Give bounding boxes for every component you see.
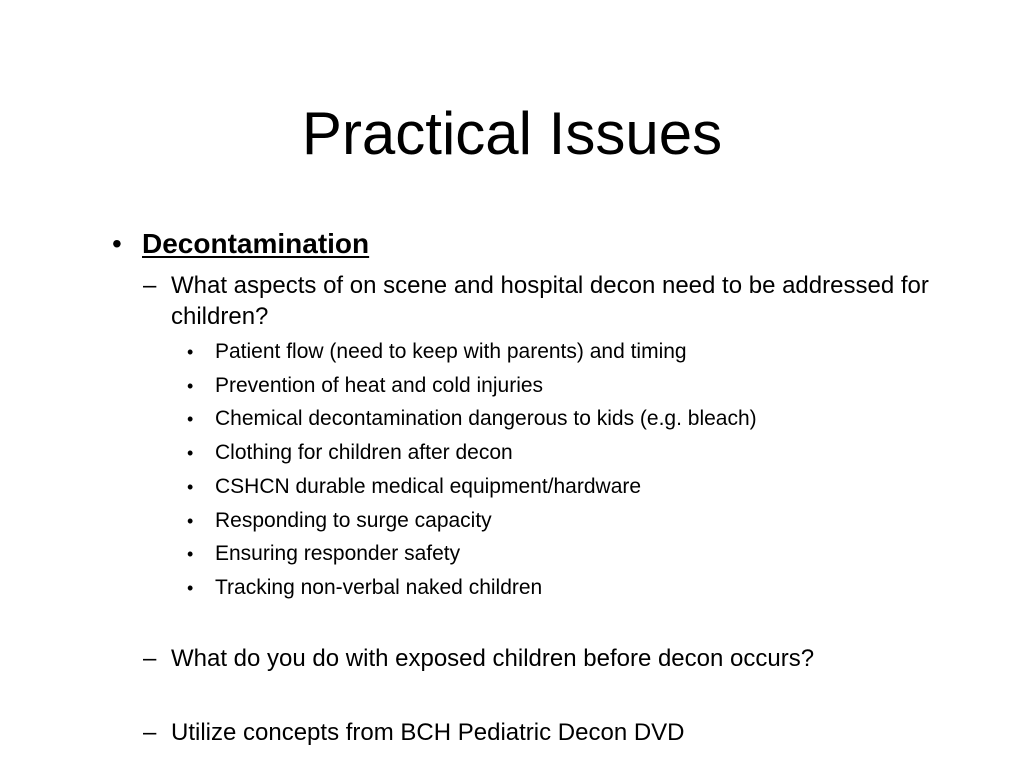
question-item bbox=[143, 270, 973, 332]
question-text: What aspects of on scene and hospital decon need to be addressed for children? bbox=[171, 272, 929, 330]
detail-item bbox=[187, 439, 987, 467]
detail-text: Chemical decontamination dangerous to kids (e.g. bleach) bbox=[215, 407, 757, 430]
bullet-marker: • bbox=[187, 578, 194, 598]
question-item bbox=[143, 643, 973, 674]
detail-text: Clothing for children after decon bbox=[215, 441, 513, 464]
bullet-marker: • bbox=[187, 443, 194, 463]
detail-text: Patient flow (need to keep with parents) and timing bbox=[215, 340, 687, 363]
detail-text: Responding to surge capacity bbox=[215, 509, 492, 532]
bullet-marker: • bbox=[187, 342, 194, 362]
bullet-marker: • bbox=[187, 376, 194, 396]
dash-marker: – bbox=[143, 719, 157, 746]
detail-text: Tracking non-verbal naked children bbox=[215, 576, 543, 599]
dash-marker: – bbox=[143, 272, 157, 299]
bullet-marker: • bbox=[187, 409, 194, 429]
slide-title: Practical Issues bbox=[301, 100, 723, 167]
detail-item bbox=[187, 338, 987, 366]
detail-item bbox=[187, 372, 987, 400]
bullet-marker: • bbox=[187, 477, 194, 497]
detail-text: Ensuring responder safety bbox=[215, 542, 461, 565]
detail-item bbox=[187, 540, 987, 568]
detail-text: CSHCN durable medical equipment/hardware bbox=[215, 475, 642, 498]
question-text: What do you do with exposed children before decon occurs? bbox=[171, 645, 815, 672]
question-text: Utilize concepts from BCH Pediatric Decon DVD bbox=[171, 719, 685, 746]
bullet-marker: • bbox=[187, 544, 194, 564]
detail-item bbox=[187, 574, 987, 602]
dash-marker: – bbox=[143, 645, 157, 672]
section-decontamination bbox=[112, 226, 369, 262]
detail-item bbox=[187, 507, 987, 535]
section-heading: Decontamination bbox=[142, 228, 370, 259]
detail-item bbox=[187, 473, 987, 501]
bullet-marker: • bbox=[187, 511, 194, 531]
question-item bbox=[143, 717, 973, 748]
bullet-marker: • bbox=[112, 228, 122, 259]
detail-text: Prevention of heat and cold injuries bbox=[215, 374, 544, 397]
detail-item bbox=[187, 405, 987, 433]
